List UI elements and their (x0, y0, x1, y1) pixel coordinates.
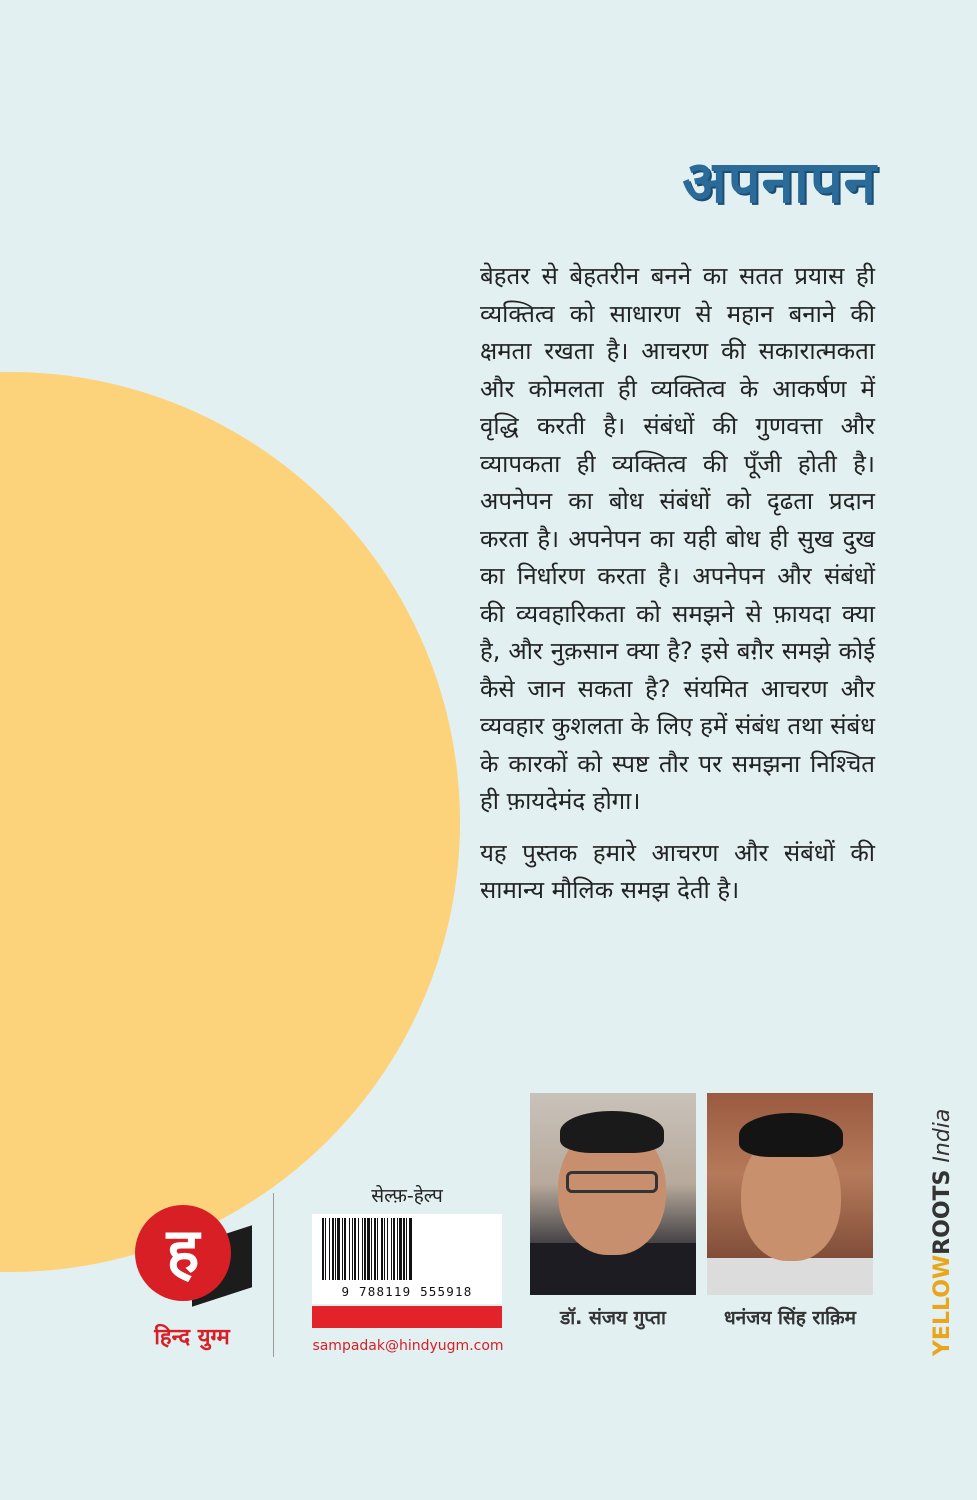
barcode-bar (325, 1218, 326, 1280)
publisher-email: sampadak@hindyugm.com (312, 1338, 504, 1354)
barcode (312, 1214, 502, 1304)
barcode-bar (387, 1218, 388, 1280)
isbn-number: 9 788119 555918 (341, 1284, 473, 1299)
barcode-bar (409, 1218, 412, 1280)
book-title: अपनापन (682, 148, 877, 216)
photo-glasses-shape (566, 1171, 658, 1193)
barcode-bars-icon (320, 1218, 494, 1282)
blurb-text (480, 258, 875, 924)
author-name-1: डॉ. संजय गुप्ता (560, 1307, 666, 1329)
barcode-bar (362, 1218, 363, 1280)
photo-hair-shape (560, 1111, 664, 1153)
photo-hair-shape (739, 1113, 843, 1157)
barcode-bar (399, 1218, 402, 1280)
barcode-bar (354, 1218, 356, 1280)
publisher-name: हिन्द युग्म (154, 1325, 230, 1350)
publisher-logo (132, 1195, 252, 1360)
photo-shirt-shape (707, 1258, 873, 1295)
barcode-bar (374, 1218, 376, 1280)
barcode-bar (342, 1218, 343, 1280)
divider (273, 1193, 274, 1357)
author-photo-dhananjay-singh (707, 1093, 873, 1295)
barcode-bar (391, 1218, 392, 1280)
barcode-bar (352, 1218, 353, 1280)
blurb-paragraph-1: बेहतर से बेहतरीन बनने का सतत प्रयास ही व्यक्तित्व को साधारण से महान बनाने की क्षमता रखता है। आचरण की सकारात्मकता और कोमलता ही व्यक्तित्व के आकर्षण में वृद्धि करती है। संबंधों की गुणवत्ता और व्यापकता ही व्यक्तित्व की पूँजी होती है। अपनेपन का बोध संबंधों को दृढता प्रदान करता है। अपनेपन का यही बोध ही सुख दुख का निर्धारण करता है। अपनेपन और संबंधों की व्यवहारिकता को समझने से फ़ायदा क्या है, और नुक़सान क्या है? इसे बग़ैर समझे कोई कैसे जान सकता है? संयमित आचरण और व्यवहार कुशलता के लिए हमें संबंध तथा संबंध के कारकों को स्पष्ट तौर पर समझना निश्चित ही फ़ायदेमंद होगा। (480, 262, 875, 815)
imprint-part-roots: ROOTS (930, 1169, 955, 1255)
barcode-bar (381, 1218, 383, 1280)
barcode-bar (364, 1218, 366, 1280)
barcode-bar (337, 1218, 340, 1280)
barcode-bar (367, 1218, 370, 1280)
barcode-bar (344, 1218, 346, 1280)
imprint-part-yellow: YELLOW (930, 1254, 955, 1356)
barcode-bar (406, 1218, 407, 1280)
barcode-bar (322, 1218, 324, 1280)
genre-label: सेल्फ़-हेल्प (371, 1185, 443, 1207)
blurb-paragraph-2: यह पुस्तक हमारे आचरण और संबंधों की सामान्य मौलिक समझ देती है। (480, 838, 875, 904)
price-bar (312, 1306, 502, 1328)
decorative-circle (0, 372, 460, 1272)
barcode-bar (335, 1218, 336, 1280)
author-name-2: धनंजय सिंह राक़िम (724, 1307, 856, 1329)
imprint-part-india: India (930, 1108, 955, 1163)
barcode-bar (384, 1218, 385, 1280)
author-photo-sanjay-gupta (530, 1093, 696, 1295)
barcode-bar (377, 1218, 378, 1280)
barcode-bar (397, 1218, 398, 1280)
barcode-bar (403, 1218, 405, 1280)
logo-glyph-icon: ह (135, 1205, 231, 1301)
barcode-bar (332, 1218, 334, 1280)
barcode-bar (349, 1218, 350, 1280)
imprint-logo (930, 1109, 955, 1356)
barcode-bar (393, 1218, 395, 1280)
barcode-bar (358, 1218, 359, 1280)
barcode-bar (329, 1218, 330, 1280)
barcode-bar (371, 1218, 372, 1280)
